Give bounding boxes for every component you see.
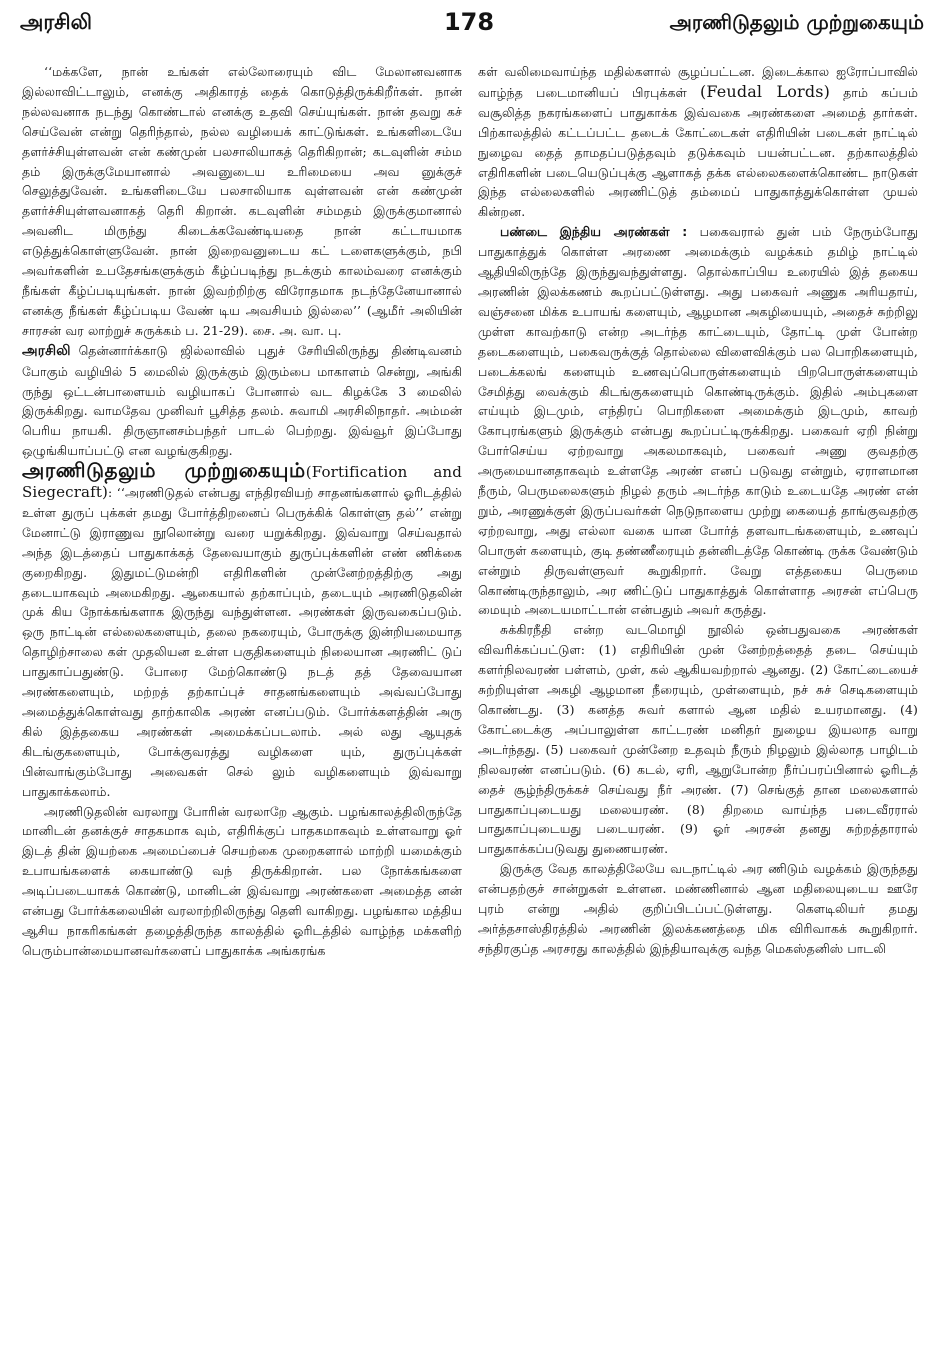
entry-body-arasili: தென்னார்க்காடு ஜில்லாவில் புதுச் சேரியிலிருந்து திண்டிவனம் போகும் வழியில் 5 மைலில் இருக்கும் இரும்பை மாகாளம் சென்று, அங்கி ருந்து ஒட்டன்பாளையம் வழியாகப் போனால் வட கிழக்கே 3 மைலில் இருக்கிறது. வாமதேவ முனிவர் பூசித்த தலம். சுவாமி அரசிலிநாதர். அம்மன் பெரிய நாயகி. திருஞானசம்பந்தர் பாடல் பெற்றது. இவ்வூர் இப்போது ஒழுங்கியாப்பட்டு என வழங்குகிறது. xyxy=(22,342,462,459)
entry-heading-english: (Fortification and Siegecraft) xyxy=(22,463,462,502)
entry-fortification xyxy=(22,458,462,801)
page-number: 178 xyxy=(443,8,495,36)
feudal-lords-term: (Feudal Lords) xyxy=(700,81,830,101)
left-column xyxy=(22,62,462,1358)
entry-heading-arasili: அரசிலி xyxy=(22,342,71,359)
continuation-text-b: தாம் கப்பம் வசூலித்த நகரங்களைப் பாதுகாக்க இவ்வகை அரண்களை அமைத் தார்கள். பிற்காலத்தில் கட்டப்பட்ட தடைக் கோட்டைகள் எதிரியின் படைகள் நாட்டில் நுழைவ தைத் தாமதப்படுத்தவும் தடுக்கவும் பயன்பட்டன. தற்காலத்தில் எதிரிகளின் படையெடுப்புக்கு ஆளாகத் தக்க எல்லைகளைக்கொண்ட நாடுகள் இந்த எல்லைகளில் அரணிட்டுத் தம்மைப் பாதுகாத்துக்கொள்ள முயல் கின்றன. xyxy=(478,84,918,220)
rigveda-paragraph: இருக்கு வேத காலத்திலேயே வடநாட்டில் அர ணிடும் வழக்கம் இருந்தது என்பதற்குச் சான்றுகள் உள்ளன. மண்ணினால் ஆன மதிலையுடைய ஊரே புரம் என்று அதில் குறிப்பிடப்பட்டுள்ளது. கௌடிலியர் தமது அர்த்தசாஸ்திரத்தில் அரணின் இலக்கணத்தை மிக விரிவாகக் கூறுகிறார். சந்திரகுப்த அரசரது காலத்தில் இந்தியாவுக்கு வந்த மெகஸ்தனிஸ் பாடலி xyxy=(478,861,918,956)
entry-heading-fortification: அரணிடுதலும் முற்றுகையும் xyxy=(22,458,306,483)
continuation-paragraph xyxy=(478,62,918,222)
entry-arasili xyxy=(22,341,462,461)
subheading-ancient-forts: பண்டை இந்திய அரண்கள் : xyxy=(500,224,688,240)
entry-body-fortification: : ‘‘அரணிடுதல் என்பது எந்திரவியற் சாதனங்களால் ஓரிடத்தில் உள்ள துருப் புக்கள் தமது போர்த்திறனைப் பெருக்கிக் கொள்ளு தல்’’ என்று மேனாட்டு இராணுவ நூலொன்று வரை யறுக்கிறது. இவ்வாறு செய்வதால் அந்த இடத்தைப் பாதுகாக்கத் தேவையாகும் துருப்புக்களின் எண் ணிக்கை குறைகிறது. இதுமட்டுமன்றி எதிரிகளின் முன்னேற்றத்திற்கு அது தடையாகவும் அமைகிறது. ஆகையால் தற்காப்பும், தடையும் அரணிடுதலின் முக் கிய நோக்கங்களாக இருந்து வந்துள்ளன. அரண்கள் இருவகைப்படும். ஒரு நாட்டின் எல்லைகளையும், தலை நகரையும், போருக்கு இன்றியமையாத தொழிற்சாலை கள் முதலியன உள்ள பகுதிகளையும் நிலையான அரணிட் டுப் பாதுகாப்பதுண்டு. போரை மேற்கொண்டு நடத் தத் தேவையான அரண்களையும், மற்றத் தற்காப்புச் சாதனங்களையும் அவ்வப்போது அமைத்துக்கொள்வது தாற்காலிக அரண் எனப்படும். போர்க்களத்தின் அரு கில் இத்தகைய அரண்கள் அமைக்கப்படலாம். அல் லது ஆயுதக் கிடங்குகளையும், போக்குவரத்து வழிகளை யும், துருப்புக்கள் பின்வாங்கும்போது அவைகள் செல் லும் வழிகளையும் இவ்வாறு பாதுகாக்கலாம். xyxy=(22,485,462,799)
quote-paragraph: ‘‘மக்களே, நான் உங்கள் எல்லோரையும் விட மேலானவனாக இல்லாவிட்டாலும், எனக்கு அதிகாரத் தைக் கொடுத்திருக்கிறீர்கள். நான் நல்லவனாக நடந்து கொண்டால் எனக்கு உதவி செய்யுங்கள். நான் தவறு கச் செய்வேன் என்று தெரிந்தால், நல்ல வழியைக் காட்டுங்கள். உங்களிடையே தளர்ச்சியுள்ளவன் என் கண்முன் பலசாலியாகத் தெரிகிறான்; கடவுளின் சம்ம தம் இருக்குமேயானால் அவனுடைய உரிமையை அவ னுக்குச் செலுத்துவேன். உங்களிடையே பலசாலியாக வுள்ளவன் என் கண்முன் தளர்ச்சியுள்ளவனாகத் தெரி கிறான். கடவுளின் சம்மதம் இருக்குமானால் அவனிட மிருந்து கிடைக்கவேண்டியதை நான் கட்டாயமாக எடுத்துக்கொள்ளுவேன். நான் இறைவனுடைய கட் டளைகளுக்கும், நபி அவர்களின் உபதேசங்களுக்கும் கீழ்ப்படிந்து நடக்கும் காலம்வரை எனக்கும் நீங்கள் கீழ்ப்படியுங்கள். நான் இவற்றிற்கு விரோதமாக நடந்தேனேயானால் எனக்கு நீங்கள் கீழ்ப்படிய வேண் டிய அவசியம் இல்லை’’ (ஆமீர் அலியின் சாரசன் வர லாற்றுச் சுருக்கம் ப. 21-29). சை. அ. வா. பு. xyxy=(22,64,462,338)
header-left-term: அரசிலி xyxy=(20,10,93,34)
history-paragraph: அரணிடுதலின் வரலாறு போரின் வரலாறே ஆகும். பழங்காலத்திலிருந்தே மானிடன் தனக்குச் சாதகமாக வும், எதிரிக்குப் பாதகமாகவும் உள்ளவாறு ஓர் இடத் தின் இயற்கை அமைப்பைச் செயற்கை முறைகளால் மாற்றி யமைக்கும் உபாயங்களைக் கையாண்டு வந் திருக்கிறான். பல நோக்கங்களை அடிப்படையாகக் கொண்டு, மானிடன் இவ்வாறு அரண்களை அமைத்த னன் என்பது போர்க்கலையின் வரலாற்றிலிருந்து தெளி வாகிறது. பழங்கால மத்திய ஆசிய நாகரிகங்கள் தழைத்திருந்த காலத்தில் ஓரிடத்தில் வாழ்ந்த மக்களிற் பெரும்பான்மையானவர்களைப் பாதுகாக்க அங்கரங்க xyxy=(22,803,462,958)
right-column xyxy=(478,62,918,1358)
page-header xyxy=(0,0,938,44)
ancient-indian-forts-paragraph xyxy=(478,222,918,620)
ancient-forts-body: பகைவரால் துன் பம் நேரும்போது பாதுகாத்துக் கொள்ள அரணை அமைக்கும் வழக்கம் தமிழ் நாட்டில் ஆதியிலிருந்தே இருந்துவந்துள்ளது. தொல்காப்பிய உரையில் இத் தகைய அரணின் இலக்கணம் கூறப்பட்டுள்ளது. அது பகைவர் அணுக அரியதாய், வஞ்சனை மிக்க உபாயங் களையும், ஆழமான அகழியையும், அதைச் சுற்றிலு முள்ள காவற்காடு என்ற அடர்ந்த காட்டையும், தோட்டி முள் போன்ற தடைகளையும், பகைவருக்குத் தொல்லை விளைவிக்கும் பல பொறிகளையும், படைக்கலங் களையும் உணவுப்பொருள்களையும் பிறபொருள்களையும் சேமித்து வைக்கும் கிடங்குகளையும் கொண்டிருக்கும். இதில் அம்புகளை எய்யும் இடமும், எந்திரப் பொறிகளை அமைக்கும் இடமும், காவற் கோபுரங்களும் இருக்கும் என்பது கூறப்பட்டிருக்கிறது. பகைவர் ஏறி நின்று போர்செய்ய ஏற்றவாறு அகலமாகவும், பகைவர் அணு குவதற்கு அருமையானதாகவும் உள்ளதே அரண் எனப் படுவது என்றும், ஏராளமான நீரும், பெருமலைகளும் நிழல் தரும் அடர்ந்த காடும் உடையதே அரண் என் றும், அரணுக்குள் இருப்பவர்கள் நெடுநாளைய முற்று கையைத் தாங்குவதற்கு ஏற்றவாறு, அது எல்லா வகை யான போர்த் தளவாடங்களையும், உணவுப் பொருள் களையும், குடி தண்ணீரையும் தன்னிடத்தே கொண்டி ருக்க வேண்டும் என்றும் திருவள்ளுவர் கூறுகிறார். வேறு எத்தகைய பெருமை கொண்டிருந்தாலும், அர ணிட்டுப் பாதுகாத்துக் கொள்ளாத அரசன் எப்பெரு மையும் அடையமாட்டான் என்பதும் அவர் கருத்து. xyxy=(478,224,918,618)
header-right-term: அரணிடுதலும் முற்றுகையும் xyxy=(669,10,924,34)
continuation-text-a: கள் வலிமைவாய்ந்த மதில்களால் சூழப்பட்டன. இடைக்கால ஐரோப்பாவில் வாழ்ந்த படைமானியப் பிரபுக்கள் xyxy=(478,64,918,100)
sukraniti-paragraph: சுக்கிரநீதி என்ற வடமொழி நூலில் ஒன்பதுவகை அரண்கள் விவரிக்கப்பட்டுள: (1) எதிரியின் முன் னேற்றத்தைத் தடை செய்யும் களர்நிலவரண் பள்ளம், முள், கல் ஆகியவற்றால் ஆனது. (2) கோட்டையைச் சுற்றியுள்ள அகழி ஆழமான நீரையும், முள்ளையும், நச் சுச் செடிகளையும் கொண்டது. (3) கனத்த சுவர் களால் ஆன மதில் உயரமானது. (4) கோட்டைக்கு அப்பாலுள்ள காட்டரண் மனிதர் நுழைய இயலாத வாறு அடர்ந்தது. (5) பகைவர் முன்னேற உதவும் நீரும் நிழலும் இல்லாத பாழிடம் நிலவரண் எனப்படும். (6) கடல், ஏரி, ஆறுபோன்ற நீர்ப்பரப்பினால் ஓரிடத் தைச் சூழ்ந்திருக்கச் செய்வது நீர் அரண். (7) செங்குத் தான மலைகளால் பாதுகாப்புடையது மலையரண். (8) திறமை வாய்ந்த படைவீரரால் பாதுகாப்புடையது படையரண். (9) ஓர் அரசன் தனது சுற்றத்தாரால் பாதுகாக்கப்படுவது துணையரண். xyxy=(478,622,918,857)
